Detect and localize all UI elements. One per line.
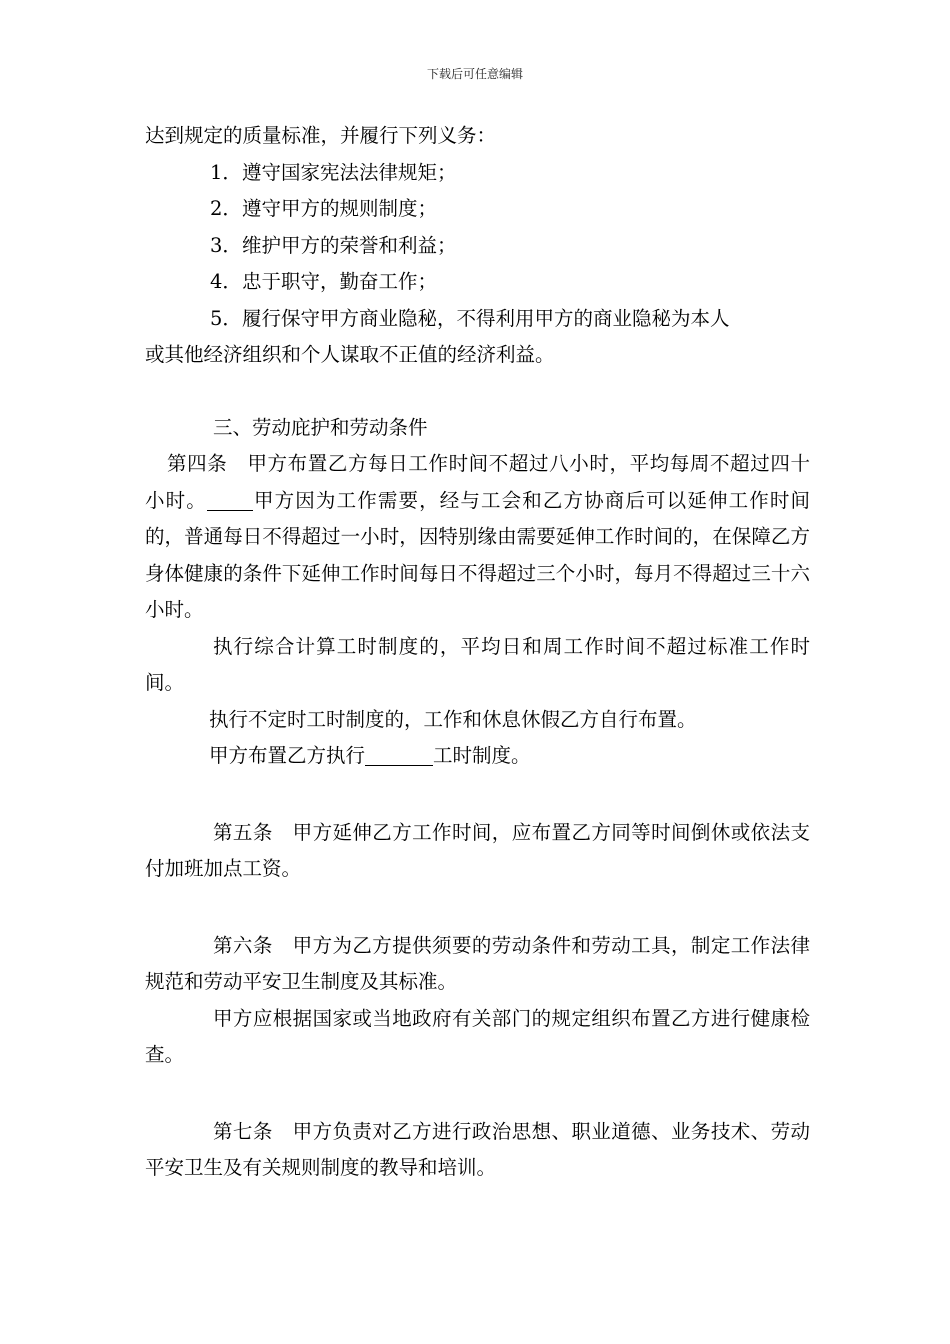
blank-underline [365,743,433,766]
article-7: 第七条 甲方负责对乙方进行政治思想、职业道德、业务技术、劳动平安卫生及有关规则制度的教导和培训。 [145,1119,810,1179]
article-4-hours-system: 甲方布置乙方执行 工时制度。 [209,744,531,767]
blank-underline [207,488,253,511]
duty-item: 2．遵守甲方的规则制度； [210,197,438,220]
intro-paragraph: 达到规定的质量标准，并履行下列义务： [145,124,497,147]
article-5: 第五条 甲方延伸乙方工作时间，应布置乙方同等时间倒休或依法支付加班加点工资。 [145,820,810,880]
article-4-flexible-hours: 执行不定时工时制度的，工作和休息休假乙方自行布置。 [209,707,697,731]
article-4: 第四条 甲方布置乙方每日工作时间不超过八小时，平均每周不超过四十小时。 甲方因为工作需要，经与工会和乙方协商后可以延伸工作时间的，普通每日不得超过一小时，因特别缘由需要延伸工作时间的，在保障乙方身体健康的条件下延伸工作时间每日不得超过三个小时，每月不得超过三十六小时。 [145,452,810,621]
duty5-continuation: 或其他经济组织和个人谋取不正值的经济利益。 [145,343,555,366]
document-body [145,118,810,1187]
section-title: 三、劳动庇护和劳动条件 [213,415,428,439]
duty-item: 3．维护甲方的荣誉和利益； [210,233,457,257]
duty-item: 1．遵守国家宪法法律规矩； [210,160,457,184]
duty-item: 5．履行保守甲方商业隐秘，不得利用甲方的商业隐秘为本人 [210,306,730,330]
article-4-comprehensive-hours: 执行综合计算工时制度的，平均日和周工作时间不超过标准工作时间。 [145,634,810,694]
article-6-health-check: 甲方应根据国家或当地政府有关部门的规定组织布置乙方进行健康检查。 [145,1006,810,1066]
duty-item: 4．忠于职守，勤奋工作； [210,270,438,293]
page-header: 下载后可任意编辑 [426,67,523,81]
article-6: 第六条 甲方为乙方提供须要的劳动条件和劳动工具，制定工作法律规范和劳动平安卫生制度及其标准。 [145,933,810,993]
